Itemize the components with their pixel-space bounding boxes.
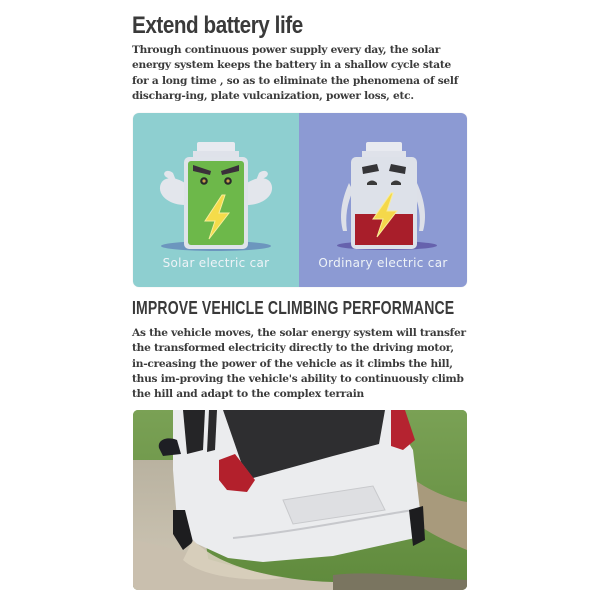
white-car-photo-illustration (133, 410, 467, 590)
section-body-battery-life: Through continuous power supply every day, the solar energy system keeps the battery in a shallow cycle state for a long time , so as to eliminate the phenomena of self discharg-ing, plate vulcanization, power loss, etc. (132, 44, 459, 102)
section-body-climbing-performance: As the vehicle moves, the solar energy system will transfer the transformed electricity directly to the driving motor, in-creasing the power of the vehicle as it climbs the hill, thus im-proving the vehicle's ability to continuously climb the hill and adapt to the complex terrain (132, 327, 466, 401)
section-heading-battery-life: Extend battery life (132, 12, 303, 39)
solar-electric-car-label: Solar electric car (162, 256, 270, 270)
solar-electric-car-panel (133, 113, 299, 287)
section-heading-climbing-performance: IMPROVE VEHICLE CLIMBING PERFORMANCE (132, 298, 455, 318)
car-climbing-photo (133, 410, 467, 590)
weak-battery-icon (299, 113, 467, 253)
battery-comparison-image (133, 113, 467, 287)
ordinary-electric-car-label: Ordinary electric car (318, 256, 448, 270)
strong-battery-icon (133, 113, 299, 253)
ordinary-electric-car-panel (299, 113, 467, 287)
